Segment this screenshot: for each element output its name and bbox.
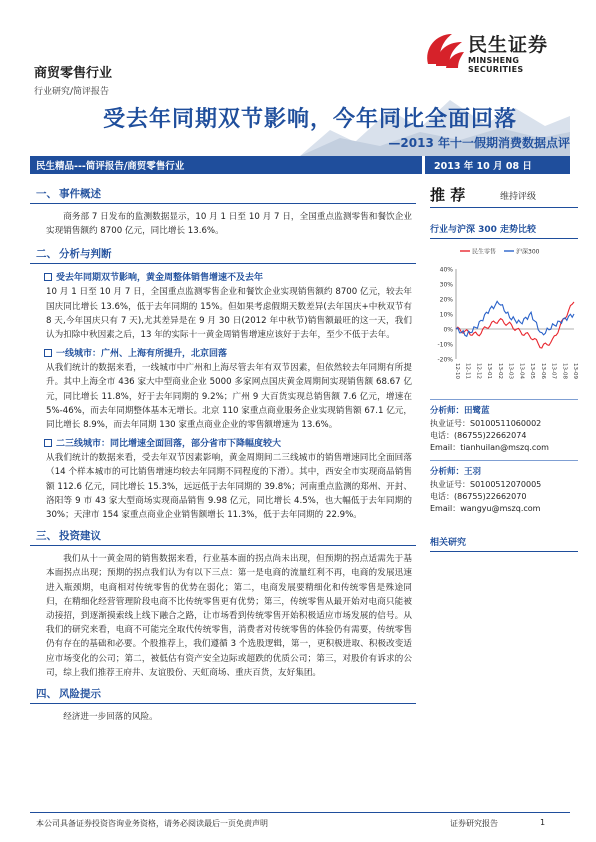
analyst-email[interactable]: Email：wangyu@mszq.com [430,504,541,513]
logo-english-name: MINSHENG SECURITIES [468,56,524,74]
chart-legend-label: 沪深300 [516,248,540,256]
chart-x-tick-label: 12-11 [464,363,471,379]
chart-y-tick-label: -10% [437,341,453,349]
analyst-phone: 电话：(86755)22662074 [430,431,527,440]
report-subtitle: —2013 年十一假期消费数据点评 [388,136,570,150]
subheading-tier23: 二三线城市：同比增速全面回落，部分省市下降幅度较大 [44,436,416,449]
chart-x-tick-label: 13-01 [486,363,493,379]
section-4-body: 经济进一步回落的风险。 [63,712,158,723]
trend-chart-svg [430,243,578,393]
chart-y-tick-label: 40% [439,266,453,274]
sidebar [430,184,578,552]
rating-note: 维持评级 [500,192,537,202]
subheading-holiday: 受去年同期双节影响，黄金周整体销售增速不及去年 [44,270,416,283]
chart-y-tick-label: 10% [439,311,453,319]
industry-label: 商贸零售行业 [34,66,113,81]
analyst-email[interactable]: Email：tianhuilan@mszq.com [430,443,549,452]
chart-x-tick-label: 13-05 [529,363,536,379]
section-heading-2: 二、 分析与判断 [30,246,416,264]
chart-y-tick-label: 0% [443,326,453,334]
chart-x-tick-label: 13-08 [561,363,568,379]
analyst-block-2 [430,460,578,515]
analyst-license: 执业证号：S0100512070005 [430,480,542,489]
analyst-phone: 电话：(86755)22662070 [430,492,527,501]
chart-x-tick-label: 13-04 [518,363,525,379]
analyst-license: 执业证号：S0100511060002 [430,419,542,428]
related-research-heading: 相关研究 [430,531,578,552]
banner-date: 2013 年 10 月 08 日 [434,161,532,172]
banner-category: 民生精品---简评报告/商贸零售行业 [36,161,185,172]
report-title: 受去年同期双节影响，今年同比全面回落 [102,107,517,132]
chart-x-tick-label: 12-12 [475,363,482,379]
chart-x-tick-label: 12-10 [454,363,460,379]
section-heading-1: 一、 事件概述 [30,186,416,204]
chart-y-tick-label: -20% [437,356,453,364]
analyst-name: 分析师：王羽 [430,460,578,477]
checkbox-bullet-icon [44,439,52,447]
footer-label: 证券研究报告 [450,819,498,828]
section-3-body: 我们从十一黄金周的销售数据来看，行业基本面的拐点尚未出现，但预期的拐点适需先于基本面拐点出现；预期的拐点我们认为有以下三点：第一是电商的流量红利不再，电商的发展迅速进入瓶颈期，电商相对传统零售的优势在弱化；第二，电商发展要精细化和传统零售是殊途同归，在精细化经营管理阶段电商不比传统零售更有优势；第三，传统零售从最开始对电商只能被动接招，到逐渐摸索线上线下融合之路，让市场看到传统零售开始积极适应市场发展的信号。从我们的研究来看，电商不可能完全取代传统零售，消费者对传统零售的体验仍有需要，传统零售仍有存在的基础和必要。个股推荐上，我们遵循 3 个选股逻辑，第一，更积极进取、积极改变适应市场变化的公司；第二，被低估有资产安全边际或超跌的优质公司；第三，对股价有诉求的公司，综上我们推荐王府井、友谊股份、天虹商场、重庆百货，友好集团。 [46,554,412,678]
page-footer [30,812,570,828]
minsheng-logo-icon [422,28,466,72]
chart-x-tick-label: 13-02 [496,363,503,379]
analyst-name: 分析师：田鹭蓝 [430,399,578,416]
chart-legend-label: 民生零售 [472,248,497,256]
chart-x-tick-label: 13-09 [572,363,578,379]
chart-x-tick-label: 13-03 [507,363,514,379]
footer-disclaimer: 本公司具备证券投资咨询业务资格，请务必阅读最后一页免责声明 [36,819,268,828]
chart-x-tick-label: 13-07 [550,363,557,379]
analyst-block-1 [430,399,578,454]
chart-y-tick-label: 30% [439,281,453,289]
report-banner [30,156,570,174]
subheading-tier1: 一线城市：广州、上海有所提升，北京回落 [44,346,416,359]
section-1-body: 商务部 7 日发布的监测数据显示，10 月 1 日至 10 月 7 日，全国重点监测零售和餐饮企业实现销售额约 8700 亿元，同比增长 13.6%。 [46,212,412,237]
section-heading-3: 三、 投资建议 [30,528,416,546]
checkbox-bullet-icon [44,349,52,357]
chart-y-tick-label: 20% [439,296,453,304]
banner-divider [422,156,425,174]
section-2-para-3: 从我们统计的数据来看，受去年双节因素影响，黄金周期间二三线城市的销售增速同比全面回落（14 个样本城市的可比销售增速均较去年同期不同程度的下滑）。其中，西安全市实现商品销售额 112.6 亿元，同比增长 15.3%，远远低于去年同期的 39.8%；河南重点监测的郑州、开封、洛阳等 9 市 43 家大型商场实现商品销售 9.98 亿元，同比增长 4.5%，也大幅低于去年同期的 30%；天津市 154 家重点商业企业销售额增长 11.3%，低于去年同期的 22.9%。 [46,453,412,521]
chart-heading: 行业与沪深 300 走势比较 [430,218,578,239]
report-type-label: 行业研究/简评报告 [34,87,110,97]
checkbox-bullet-icon [44,273,52,281]
section-2-para-2: 从我们统计的数据来看，一线城市中广州和上海尽管去年有双节因素，但依然较去年同期有所提升。其中上海全市 436 家大中型商业企业 5000 多家网点国庆黄金周期间实现销售额 68.67 亿元，同比增长 11.8%，好于去年同期的 9.2%；广州 9 大百货实现总销售额 7.6 亿元，增速在 5%-46%，而去年同期整体基本无增长。北京 110 家重点商业服务企业实现销售额 67.1 亿元，同比增长 8.9%，而去年同期 130 家重点商业企业的零售额增速为 13.6%。 [46,363,412,431]
rating-box [430,184,578,208]
page-number: 1 [540,818,546,827]
section-2-para-1: 10 月 1 日至 10 月 7 日，全国重点监测零售企业和餐饮企业实现销售额约 8700 亿元，较去年国庆同比增长 13.6%，低于去年同期的 15%。但如果考虑假期天数差异(去年国庆+中秋双节有 8 天,今年国庆只有 7 天),尤其差异是在 9 月 30 日(2012 年中秋节)销售额最旺的这一天，我们认为扣除中秋因素之后，13 年的实际十一黄金周销售增速应该好于去年，至少不低于去年。 [46,287,412,341]
brand-logo [420,28,570,78]
chart-x-tick-label: 13-06 [539,363,546,379]
logo-chinese-name: 民生证券 [468,34,549,56]
trend-chart [430,243,578,393]
section-heading-4: 四、 风险提示 [30,686,416,704]
main-content [36,186,416,728]
rating-value: 推 荐 [430,186,466,204]
